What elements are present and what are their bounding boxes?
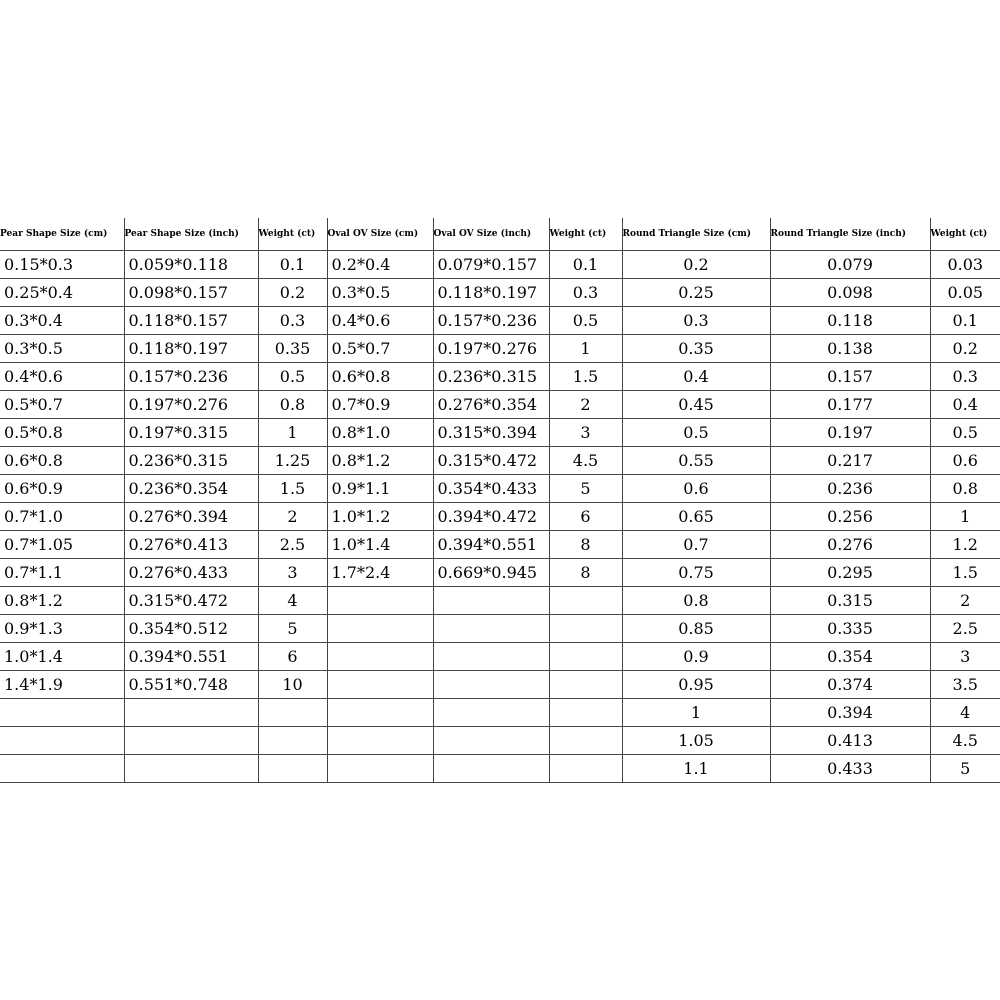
table-row	[0, 699, 1000, 727]
cell-pear-size-inch: 0.236*0.315	[124, 447, 258, 475]
cell-pear-size-inch: 0.551*0.748	[124, 671, 258, 699]
cell-oval-size-cm	[327, 615, 433, 643]
cell-pear-weight: 0.1	[258, 251, 327, 279]
cell-oval-size-inch: 0.276*0.354	[433, 391, 549, 419]
cell-oval-weight	[549, 727, 622, 755]
cell-round-triangle-weight: 2	[930, 587, 1000, 615]
cell-oval-size-cm: 0.8*1.0	[327, 419, 433, 447]
cell-pear-weight: 5	[258, 615, 327, 643]
cell-oval-size-inch: 0.118*0.197	[433, 279, 549, 307]
table-row	[0, 615, 1000, 643]
cell-oval-size-cm	[327, 727, 433, 755]
table-row	[0, 251, 1000, 279]
cell-round-triangle-size-cm: 0.85	[622, 615, 770, 643]
cell-round-triangle-size-cm: 0.55	[622, 447, 770, 475]
cell-pear-size-cm	[0, 727, 124, 755]
cell-pear-size-cm: 0.6*0.8	[0, 447, 124, 475]
cell-pear-size-cm: 0.6*0.9	[0, 475, 124, 503]
cell-pear-weight	[258, 727, 327, 755]
table-row	[0, 335, 1000, 363]
cell-oval-weight: 1	[549, 335, 622, 363]
cell-round-triangle-size-inch: 0.098	[770, 279, 930, 307]
cell-round-triangle-weight: 3.5	[930, 671, 1000, 699]
table-row	[0, 419, 1000, 447]
cell-pear-size-inch	[124, 755, 258, 783]
cell-oval-size-cm	[327, 671, 433, 699]
cell-round-triangle-size-cm: 0.4	[622, 363, 770, 391]
cell-round-triangle-size-inch: 0.138	[770, 335, 930, 363]
cell-round-triangle-size-inch: 0.276	[770, 531, 930, 559]
cell-oval-size-cm: 0.3*0.5	[327, 279, 433, 307]
cell-oval-size-inch	[433, 699, 549, 727]
cell-oval-size-inch	[433, 587, 549, 615]
cell-pear-weight: 1.25	[258, 447, 327, 475]
cell-pear-weight: 4	[258, 587, 327, 615]
cell-pear-size-cm: 0.7*1.05	[0, 531, 124, 559]
cell-pear-size-cm: 0.3*0.4	[0, 307, 124, 335]
cell-pear-size-inch: 0.315*0.472	[124, 587, 258, 615]
cell-round-triangle-size-cm: 1.1	[622, 755, 770, 783]
cell-round-triangle-size-inch: 0.413	[770, 727, 930, 755]
cell-oval-weight	[549, 587, 622, 615]
cell-oval-size-cm: 0.9*1.1	[327, 475, 433, 503]
table-row	[0, 727, 1000, 755]
cell-oval-size-inch: 0.354*0.433	[433, 475, 549, 503]
cell-round-triangle-size-cm: 1.05	[622, 727, 770, 755]
cell-oval-weight: 8	[549, 531, 622, 559]
cell-oval-size-cm: 1.0*1.4	[327, 531, 433, 559]
cell-oval-weight	[549, 615, 622, 643]
cell-pear-size-inch: 0.236*0.354	[124, 475, 258, 503]
header-round-triangle-size-inch: Round Triangle Size (inch)	[770, 218, 930, 251]
cell-pear-size-inch: 0.098*0.157	[124, 279, 258, 307]
cell-round-triangle-weight: 0.05	[930, 279, 1000, 307]
cell-oval-size-inch	[433, 671, 549, 699]
cell-round-triangle-weight: 0.6	[930, 447, 1000, 475]
cell-oval-size-inch: 0.079*0.157	[433, 251, 549, 279]
cell-pear-weight: 3	[258, 559, 327, 587]
cell-oval-size-cm	[327, 755, 433, 783]
table-row	[0, 587, 1000, 615]
cell-pear-weight: 0.5	[258, 363, 327, 391]
cell-round-triangle-size-inch: 0.374	[770, 671, 930, 699]
cell-oval-weight: 0.3	[549, 279, 622, 307]
header-pear-size-cm: Pear Shape Size (cm)	[0, 218, 124, 251]
cell-pear-weight: 0.3	[258, 307, 327, 335]
cell-oval-size-cm: 0.4*0.6	[327, 307, 433, 335]
table-row	[0, 671, 1000, 699]
cell-oval-weight: 1.5	[549, 363, 622, 391]
cell-pear-size-cm: 0.9*1.3	[0, 615, 124, 643]
table-body	[0, 251, 1000, 783]
cell-pear-size-cm: 0.3*0.5	[0, 335, 124, 363]
cell-pear-size-cm: 1.0*1.4	[0, 643, 124, 671]
header-pear-size-inch: Pear Shape Size (inch)	[124, 218, 258, 251]
header-row	[0, 218, 1000, 251]
cell-round-triangle-size-cm: 0.65	[622, 503, 770, 531]
cell-round-triangle-size-cm: 0.25	[622, 279, 770, 307]
cell-oval-weight	[549, 671, 622, 699]
table-row	[0, 279, 1000, 307]
cell-oval-size-cm: 0.5*0.7	[327, 335, 433, 363]
cell-pear-size-inch: 0.276*0.433	[124, 559, 258, 587]
cell-round-triangle-size-cm: 0.6	[622, 475, 770, 503]
cell-round-triangle-size-inch: 0.394	[770, 699, 930, 727]
table-row	[0, 363, 1000, 391]
cell-round-triangle-size-inch: 0.079	[770, 251, 930, 279]
cell-pear-weight	[258, 699, 327, 727]
cell-oval-weight	[549, 643, 622, 671]
table-row	[0, 643, 1000, 671]
cell-pear-weight: 10	[258, 671, 327, 699]
cell-pear-size-cm: 1.4*1.9	[0, 671, 124, 699]
table-row	[0, 503, 1000, 531]
cell-oval-size-cm: 0.2*0.4	[327, 251, 433, 279]
cell-pear-size-cm: 0.7*1.0	[0, 503, 124, 531]
cell-oval-size-inch	[433, 755, 549, 783]
header-round-triangle-size-cm: Round Triangle Size (cm)	[622, 218, 770, 251]
cell-pear-size-cm	[0, 755, 124, 783]
cell-pear-size-cm: 0.4*0.6	[0, 363, 124, 391]
cell-pear-size-inch: 0.059*0.118	[124, 251, 258, 279]
cell-round-triangle-size-inch: 0.335	[770, 615, 930, 643]
cell-oval-weight: 0.1	[549, 251, 622, 279]
header-oval-size-inch: Oval OV Size (inch)	[433, 218, 549, 251]
cell-round-triangle-weight: 2.5	[930, 615, 1000, 643]
cell-round-triangle-weight: 0.8	[930, 475, 1000, 503]
cell-round-triangle-size-cm: 0.8	[622, 587, 770, 615]
cell-pear-size-inch: 0.276*0.413	[124, 531, 258, 559]
cell-round-triangle-weight: 3	[930, 643, 1000, 671]
cell-pear-size-cm	[0, 699, 124, 727]
cell-round-triangle-size-cm: 0.2	[622, 251, 770, 279]
cell-round-triangle-size-inch: 0.315	[770, 587, 930, 615]
cell-pear-size-inch: 0.118*0.157	[124, 307, 258, 335]
cell-round-triangle-size-inch: 0.197	[770, 419, 930, 447]
cell-oval-weight	[549, 755, 622, 783]
cell-oval-size-inch	[433, 643, 549, 671]
cell-pear-size-cm: 0.15*0.3	[0, 251, 124, 279]
cell-oval-size-inch: 0.157*0.236	[433, 307, 549, 335]
cell-pear-weight: 0.2	[258, 279, 327, 307]
cell-round-triangle-size-cm: 0.5	[622, 419, 770, 447]
cell-pear-size-cm: 0.5*0.7	[0, 391, 124, 419]
cell-round-triangle-size-cm: 0.45	[622, 391, 770, 419]
cell-pear-size-inch: 0.276*0.394	[124, 503, 258, 531]
cell-round-triangle-size-cm: 0.3	[622, 307, 770, 335]
table-row	[0, 447, 1000, 475]
table-row	[0, 391, 1000, 419]
cell-pear-weight: 2	[258, 503, 327, 531]
cell-round-triangle-weight: 1.5	[930, 559, 1000, 587]
table-row	[0, 755, 1000, 783]
cell-oval-size-cm	[327, 587, 433, 615]
cell-oval-size-inch: 0.236*0.315	[433, 363, 549, 391]
cell-oval-size-cm	[327, 643, 433, 671]
cell-pear-weight: 0.35	[258, 335, 327, 363]
header-pear-weight: Weight (ct)	[258, 218, 327, 251]
cell-round-triangle-weight: 0.1	[930, 307, 1000, 335]
cell-pear-size-inch: 0.197*0.276	[124, 391, 258, 419]
cell-oval-weight: 0.5	[549, 307, 622, 335]
cell-round-triangle-weight: 0.2	[930, 335, 1000, 363]
cell-pear-size-cm: 0.5*0.8	[0, 419, 124, 447]
cell-oval-weight: 4.5	[549, 447, 622, 475]
cell-oval-weight: 3	[549, 419, 622, 447]
cell-oval-size-inch	[433, 615, 549, 643]
cell-pear-size-inch: 0.354*0.512	[124, 615, 258, 643]
cell-pear-size-cm: 0.7*1.1	[0, 559, 124, 587]
cell-oval-size-cm: 1.7*2.4	[327, 559, 433, 587]
cell-round-triangle-size-inch: 0.118	[770, 307, 930, 335]
cell-round-triangle-weight: 4	[930, 699, 1000, 727]
cell-round-triangle-size-inch: 0.256	[770, 503, 930, 531]
cell-round-triangle-weight: 0.3	[930, 363, 1000, 391]
cell-oval-size-inch: 0.197*0.276	[433, 335, 549, 363]
cell-pear-size-cm: 0.25*0.4	[0, 279, 124, 307]
cell-oval-size-inch: 0.394*0.551	[433, 531, 549, 559]
cell-oval-size-cm	[327, 699, 433, 727]
cell-oval-size-inch: 0.669*0.945	[433, 559, 549, 587]
cell-pear-weight: 0.8	[258, 391, 327, 419]
cell-round-triangle-size-inch: 0.354	[770, 643, 930, 671]
cell-round-triangle-weight: 0.03	[930, 251, 1000, 279]
cell-round-triangle-weight: 0.4	[930, 391, 1000, 419]
cell-round-triangle-weight: 5	[930, 755, 1000, 783]
cell-round-triangle-size-inch: 0.433	[770, 755, 930, 783]
cell-pear-size-inch: 0.394*0.551	[124, 643, 258, 671]
cell-oval-size-inch	[433, 727, 549, 755]
cell-oval-size-inch: 0.315*0.472	[433, 447, 549, 475]
cell-round-triangle-size-cm: 0.75	[622, 559, 770, 587]
table-row	[0, 531, 1000, 559]
cell-pear-weight: 2.5	[258, 531, 327, 559]
cell-pear-weight: 6	[258, 643, 327, 671]
cell-pear-size-inch: 0.157*0.236	[124, 363, 258, 391]
cell-round-triangle-size-cm: 0.95	[622, 671, 770, 699]
table-row	[0, 307, 1000, 335]
cell-round-triangle-size-inch: 0.177	[770, 391, 930, 419]
header-oval-size-cm: Oval OV Size (cm)	[327, 218, 433, 251]
cell-pear-weight	[258, 755, 327, 783]
cell-pear-weight: 1	[258, 419, 327, 447]
cell-pear-size-cm: 0.8*1.2	[0, 587, 124, 615]
cell-round-triangle-size-inch: 0.236	[770, 475, 930, 503]
cell-oval-weight: 6	[549, 503, 622, 531]
cell-round-triangle-weight: 1.2	[930, 531, 1000, 559]
cell-pear-size-inch	[124, 699, 258, 727]
cell-round-triangle-size-cm: 0.9	[622, 643, 770, 671]
cell-round-triangle-size-cm: 1	[622, 699, 770, 727]
table-row	[0, 475, 1000, 503]
cell-round-triangle-weight: 4.5	[930, 727, 1000, 755]
cell-round-triangle-weight: 0.5	[930, 419, 1000, 447]
cell-oval-size-cm: 0.6*0.8	[327, 363, 433, 391]
cell-oval-weight: 2	[549, 391, 622, 419]
cell-pear-size-inch: 0.118*0.197	[124, 335, 258, 363]
cell-oval-size-inch: 0.394*0.472	[433, 503, 549, 531]
cell-oval-size-cm: 0.8*1.2	[327, 447, 433, 475]
cell-round-triangle-weight: 1	[930, 503, 1000, 531]
cell-oval-size-cm: 0.7*0.9	[327, 391, 433, 419]
cell-round-triangle-size-inch: 0.217	[770, 447, 930, 475]
cell-pear-size-inch	[124, 727, 258, 755]
cell-oval-size-cm: 1.0*1.2	[327, 503, 433, 531]
cell-oval-size-inch: 0.315*0.394	[433, 419, 549, 447]
header-round-triangle-weight: Weight (ct)	[930, 218, 1000, 251]
cell-oval-weight: 5	[549, 475, 622, 503]
cell-pear-size-inch: 0.197*0.315	[124, 419, 258, 447]
cell-round-triangle-size-inch: 0.157	[770, 363, 930, 391]
cell-pear-weight: 1.5	[258, 475, 327, 503]
cell-round-triangle-size-cm: 0.35	[622, 335, 770, 363]
cell-oval-weight: 8	[549, 559, 622, 587]
size-chart-table	[0, 218, 1000, 783]
cell-round-triangle-size-cm: 0.7	[622, 531, 770, 559]
table-row	[0, 559, 1000, 587]
cell-round-triangle-size-inch: 0.295	[770, 559, 930, 587]
header-oval-weight: Weight (ct)	[549, 218, 622, 251]
cell-oval-weight	[549, 699, 622, 727]
